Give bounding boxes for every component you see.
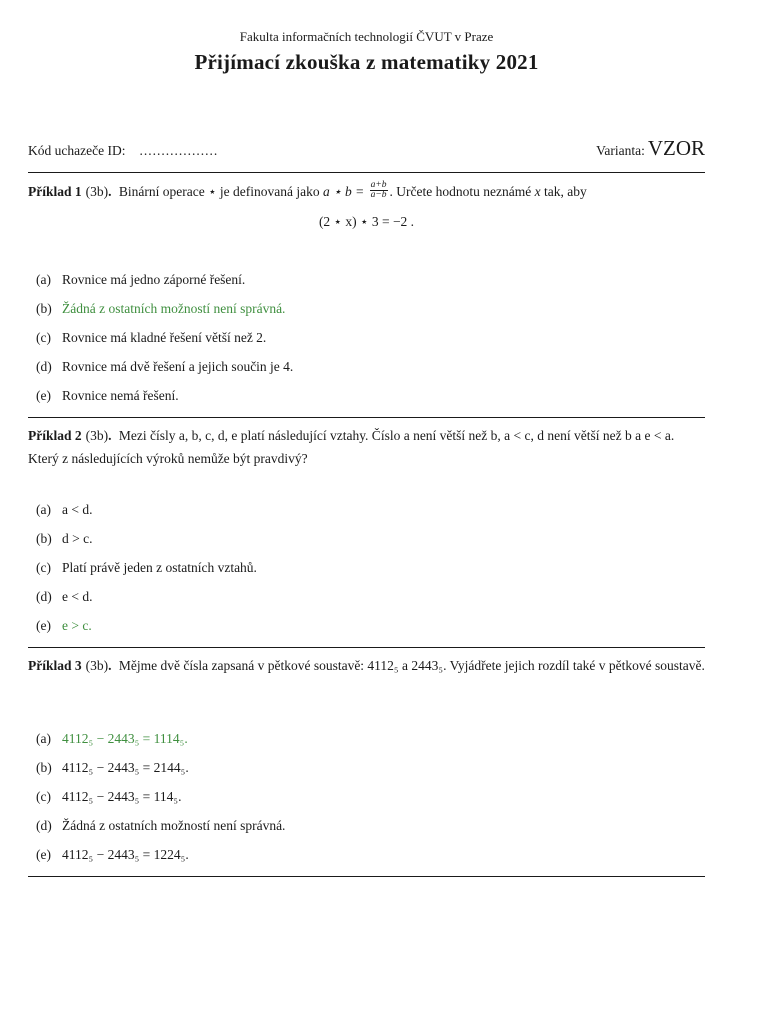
option-label: (b)	[36, 760, 52, 775]
task-1-fraction	[370, 181, 388, 200]
task-1-option-c	[36, 330, 266, 346]
option-label: (a)	[36, 272, 51, 287]
option-text: Rovnice má kladné řešení větší než 2.	[62, 330, 267, 345]
task-1-text-b: . Určete hodnotu neznámé	[389, 184, 532, 199]
candidate-id-field: ..................	[139, 143, 219, 158]
task-3-option-d	[36, 818, 285, 834]
task-1-text-a: Binární operace ⋆ je definovaná jako	[118, 184, 320, 199]
option-text: 4112₅ − 2443₅ = 1114₅.	[62, 731, 188, 746]
option-label: (a)	[36, 731, 51, 746]
candidate-id-label: Kód uchazeče ID:	[28, 143, 126, 158]
option-label: (e)	[36, 388, 51, 403]
variant-value: VZOR	[647, 136, 705, 160]
option-label: (c)	[36, 560, 51, 575]
task-3-text: Mějme dvě čísla zapsaná v pětkové soustavě: 4112₅ a 2443₅. Vyjádřete jejich rozdíl také v pětkové soustavě.	[118, 658, 705, 673]
option-label: (b)	[36, 531, 52, 546]
task-1-option-d	[36, 359, 293, 375]
divider	[28, 417, 705, 418]
divider	[28, 876, 705, 877]
task-2-option-c	[36, 560, 257, 576]
task-2-statement: Příklad 2 (3b). Mezi čísly a, b, c, d, e platí následující vztahy. Číslo a není větší než b, a < c, d není větší než b a e < a. Který z následujících výroků nemůže být pravdivý?	[28, 428, 675, 466]
task-2-heading: Příklad 2	[28, 428, 82, 443]
task-1-variable: x	[534, 184, 541, 199]
divider	[28, 172, 705, 173]
option-text: Žádná z ostatních možností není správná.	[62, 818, 286, 833]
option-label: (d)	[36, 818, 52, 833]
fraction-denominator: a−b	[370, 190, 387, 201]
fraction-numerator: a+b	[370, 180, 387, 191]
option-text: a < d.	[62, 502, 93, 517]
option-label: (c)	[36, 330, 51, 345]
task-1-option-b	[36, 301, 285, 317]
option-text: e < d.	[62, 589, 93, 604]
option-text: e > c.	[62, 618, 92, 633]
task-1-statement: Příklad 1 (3b). Binární operace ⋆ je definovaná jako a ⋆ b = $\frac{a+b}{a-b}$ . Určete hodnotu neznámé x tak, aby	[28, 180, 587, 201]
option-text: d > c.	[62, 531, 93, 546]
task-2-option-d	[36, 589, 92, 605]
task-1-heading: Příklad 1	[28, 184, 82, 199]
task-3-option-c	[36, 789, 181, 805]
option-text: Platí právě jeden z ostatních vztahů.	[62, 560, 257, 575]
option-label: (a)	[36, 502, 51, 517]
task-3-option-b	[36, 760, 189, 776]
page-title: Přijímací zkouška z matematiky 2021	[194, 50, 539, 74]
task-1-definition: a ⋆ b =	[323, 184, 365, 199]
option-text: 4112₅ − 2443₅ = 1224₅.	[62, 847, 189, 862]
task-3-option-e	[36, 847, 189, 863]
option-text: Rovnice má dvě řešení a jejich součin je 4.	[62, 359, 294, 374]
option-label: (e)	[36, 618, 51, 633]
variant-line	[596, 136, 705, 161]
option-label: (c)	[36, 789, 51, 804]
option-label: (d)	[36, 589, 52, 604]
task-3-heading: Příklad 3	[28, 658, 82, 673]
option-label: (e)	[36, 847, 51, 862]
option-text: Žádná z ostatních možností není správná.	[62, 301, 286, 316]
candidate-id-line	[28, 143, 218, 159]
divider	[28, 647, 705, 648]
option-text: 4112₅ − 2443₅ = 2144₅.	[62, 760, 189, 775]
option-label: (b)	[36, 301, 52, 316]
task-1-option-e	[36, 388, 179, 404]
task-2-option-e	[36, 618, 92, 634]
task-1-equation: (2 ⋆ x) ⋆ 3 = −2 .	[318, 214, 415, 229]
option-text: Rovnice má jedno záporné řešení.	[62, 272, 246, 287]
task-2-option-a	[36, 502, 92, 518]
option-text: 4112₅ − 2443₅ = 114₅.	[62, 789, 182, 804]
task-2-text: Mezi čísly a, b, c, d, e platí následující vztahy. Číslo a není větší než b, a < c, d není větší než b a e < a. Který z následujících výroků nemůže být pravdivý?	[28, 428, 675, 466]
task-2-option-b	[36, 531, 92, 547]
faculty-name: Fakulta informačních technologií ČVUT v Praze	[239, 29, 494, 44]
option-label: (d)	[36, 359, 52, 374]
task-3-statement: Příklad 3 (3b). Mějme dvě čísla zapsaná v pětkové soustavě: 4112₅ a 2443₅. Vyjádřete jejich rozdíl také v pětkové soustavě.	[28, 658, 705, 673]
task-3-points: (3b)	[85, 658, 109, 673]
variant-label: Varianta:	[596, 143, 645, 158]
task-1-points: (3b)	[85, 184, 109, 199]
task-1-option-a	[36, 272, 245, 288]
task-2-points: (3b)	[85, 428, 109, 443]
task-3-option-a	[36, 731, 188, 747]
option-text: Rovnice nemá řešení.	[62, 388, 179, 403]
task-1-text-c: tak, aby	[543, 184, 587, 199]
